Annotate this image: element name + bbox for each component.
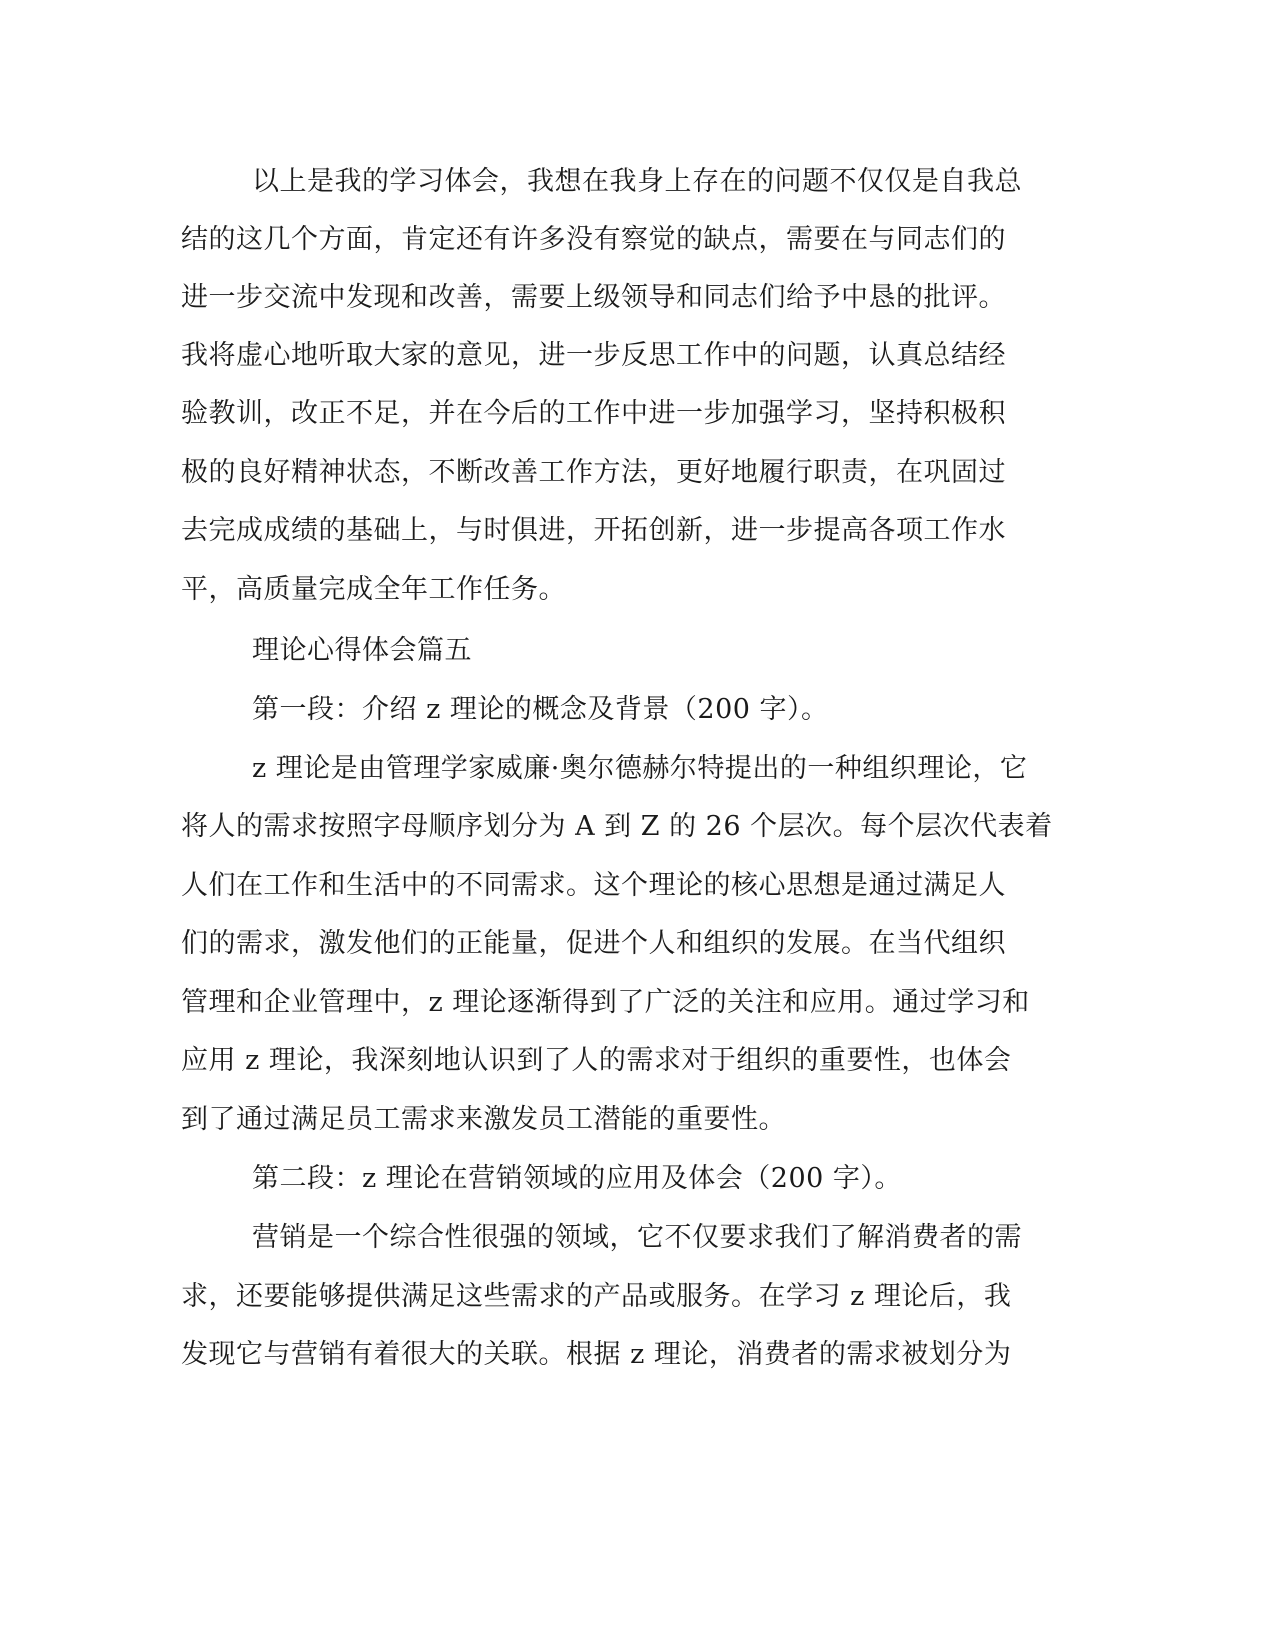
subsection-heading: 第一段：介绍 z 理论的概念及背景（200 字）。 bbox=[252, 694, 829, 725]
paragraph-line: 营销是一个综合性很强的领域，它不仅要求我们了解消费者的需 bbox=[252, 1222, 1022, 1253]
paragraph-line: 们的需求，激发他们的正能量，促进个人和组织的发展。在当代组织 bbox=[181, 928, 1006, 959]
paragraph-line: 以上是我的学习体会，我想在我身上存在的问题不仅仅是自我总 bbox=[252, 166, 1022, 197]
paragraph-line: 求，还要能够提供满足这些需求的产品或服务。在学习 z 理论后，我 bbox=[181, 1281, 1012, 1312]
paragraph-line: 结的这几个方面，肯定还有许多没有察觉的缺点，需要在与同志们的 bbox=[181, 224, 1006, 255]
paragraph-line: 平，高质量完成全年工作任务。 bbox=[181, 574, 566, 605]
paragraph-line: 人们在工作和生活中的不同需求。这个理论的核心思想是通过满足人 bbox=[181, 870, 1006, 901]
paragraph-line: 进一步交流中发现和改善，需要上级领导和同志们给予中恳的批评。 bbox=[181, 282, 1006, 313]
paragraph-line: 应用 z 理论，我深刻地认识到了人的需求对于组织的重要性，也体会 bbox=[181, 1045, 1012, 1076]
subsection-heading: 第二段：z 理论在营销领域的应用及体会（200 字）。 bbox=[252, 1163, 902, 1194]
paragraph-line: z 理论是由管理学家威廉·奥尔德赫尔特提出的一种组织理论，它 bbox=[252, 753, 1028, 784]
paragraph-line: 去完成成绩的基础上，与时俱进，开拓创新，进一步提高各项工作水 bbox=[181, 515, 1006, 546]
paragraph-line: 我将虚心地听取大家的意见，进一步反思工作中的问题，认真总结经 bbox=[181, 340, 1006, 371]
paragraph-line: 极的良好精神状态，不断改善工作方法，更好地履行职责，在巩固过 bbox=[181, 457, 1006, 488]
paragraph-line: 到了通过满足员工需求来激发员工潜能的重要性。 bbox=[181, 1104, 786, 1135]
paragraph-line: 发现它与营销有着很大的关联。根据 z 理论，消费者的需求被划分为 bbox=[181, 1339, 1012, 1370]
paragraph-line: 将人的需求按照字母顺序划分为 A 到 Z 的 26 个层次。每个层次代表着 bbox=[181, 811, 1053, 842]
section-heading: 理论心得体会篇五 bbox=[252, 635, 472, 666]
paragraph-line: 验教训，改正不足，并在今后的工作中进一步加强学习，坚持积极积 bbox=[181, 398, 1006, 429]
paragraph-line: 管理和企业管理中，z 理论逐渐得到了广泛的关注和应用。通过学习和 bbox=[181, 987, 1030, 1018]
